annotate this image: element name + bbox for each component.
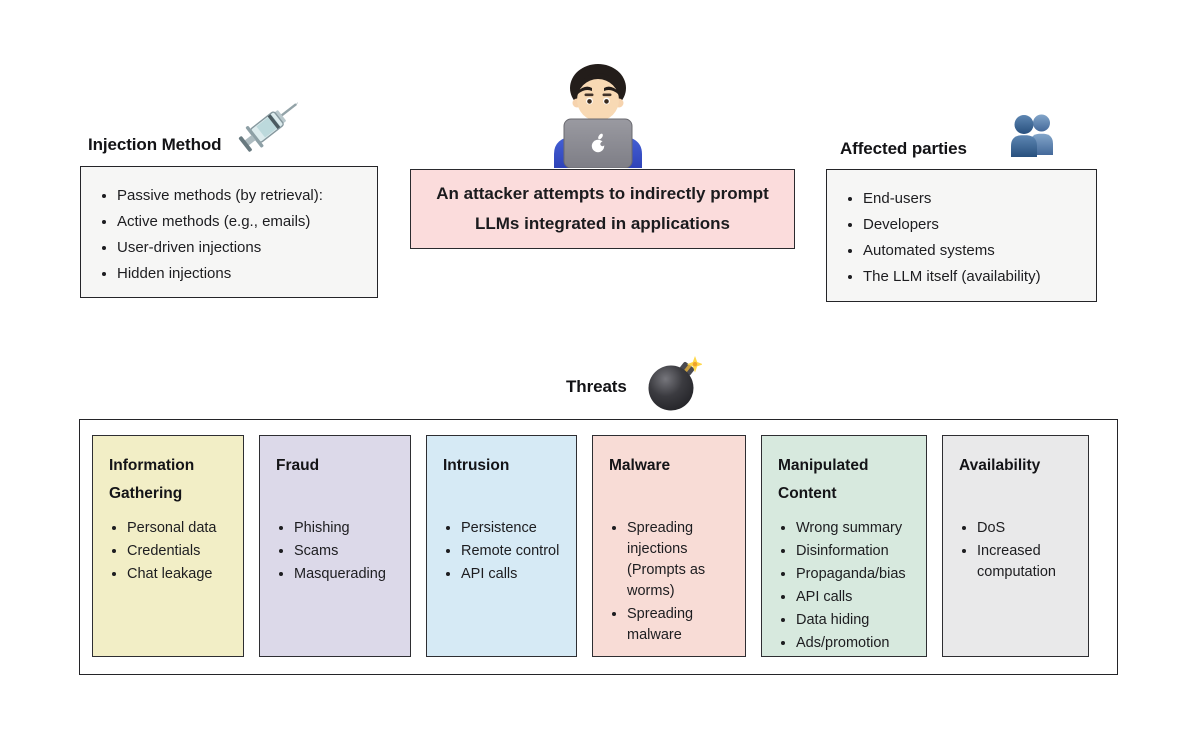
threat-card-title: Availability: [959, 457, 1041, 474]
injection-method-box: [80, 166, 378, 298]
threat-card-title: Fraud: [276, 457, 320, 474]
affected-parties-title: Affected parties: [840, 139, 967, 158]
threat-card-availability: [942, 435, 1089, 657]
attacker-statement-line2: LLMs integrated in applications: [474, 214, 731, 233]
busts-in-silhouette-icon: [1008, 110, 1058, 157]
attacker-statement-line1: An attacker attempts to indirectly prompt: [436, 184, 769, 203]
list-item: • Scams: [294, 541, 400, 562]
list-item: • API calls: [796, 587, 916, 608]
list-item: • End-users: [863, 186, 1088, 212]
threat-cards-row: [92, 435, 1089, 657]
syringe-icon: [236, 92, 306, 156]
list-item: • Propaganda/bias: [796, 564, 916, 585]
threat-card-list: [113, 518, 233, 585]
threats-title: Threats: [566, 377, 627, 396]
threat-card-fraud: [259, 435, 411, 657]
list-item: • Remote control: [461, 541, 566, 562]
man-technologist-icon: [538, 58, 658, 168]
injection-method-list: [103, 183, 369, 287]
list-item: • Disinformation: [796, 541, 916, 562]
list-item: • Chat leakage: [127, 564, 233, 585]
list-item: • Personal data: [127, 518, 233, 539]
list-item: • Credentials: [127, 541, 233, 562]
list-item: • Developers: [863, 212, 1088, 238]
threat-card-intrusion: [426, 435, 577, 657]
threat-card-information-gathering: [92, 435, 244, 657]
threat-card-title: Manipulated Content: [778, 457, 869, 502]
list-item: • Spreading malware: [627, 604, 735, 646]
threat-card-list: [782, 518, 916, 654]
threats-container: [79, 419, 1118, 675]
affected-parties-box: [826, 169, 1097, 302]
list-item: • Active methods (e.g., emails): [117, 209, 369, 235]
threat-card-list: [280, 518, 400, 585]
list-item: • Wrong summary: [796, 518, 916, 539]
list-item: • Masquerading: [294, 564, 400, 585]
list-item: • Data hiding: [796, 610, 916, 631]
threat-card-list: [963, 518, 1078, 583]
list-item: • Hidden injections: [117, 261, 369, 287]
list-item: • Persistence: [461, 518, 566, 539]
threat-card-list: [447, 518, 566, 585]
threat-card-title: Information Gathering: [109, 457, 195, 502]
list-item: • User-driven injections: [117, 235, 369, 261]
threat-card-list: [613, 518, 735, 646]
threat-card-manipulated-content: [761, 435, 927, 657]
list-item: • The LLM itself (availability): [863, 264, 1088, 290]
bomb-icon: [645, 355, 702, 412]
injection-method-title: Injection Method: [88, 135, 222, 154]
list-item: • API calls: [461, 564, 566, 585]
affected-parties-list: [849, 186, 1088, 290]
attacker-statement-box: [410, 169, 795, 249]
threat-card-title: Intrusion: [443, 457, 510, 474]
list-item: • DoS: [977, 518, 1078, 539]
threat-card-title: Malware: [609, 457, 671, 474]
list-item: • Passive methods (by retrieval):: [117, 183, 369, 209]
list-item: • Increased computation: [977, 541, 1078, 583]
list-item: • Automated systems: [863, 238, 1088, 264]
threat-card-malware: [592, 435, 746, 657]
list-item: • Ads/promotion: [796, 633, 916, 654]
list-item: • Spreading injections (Prompts as worms): [627, 518, 735, 602]
list-item: • Phishing: [294, 518, 400, 539]
